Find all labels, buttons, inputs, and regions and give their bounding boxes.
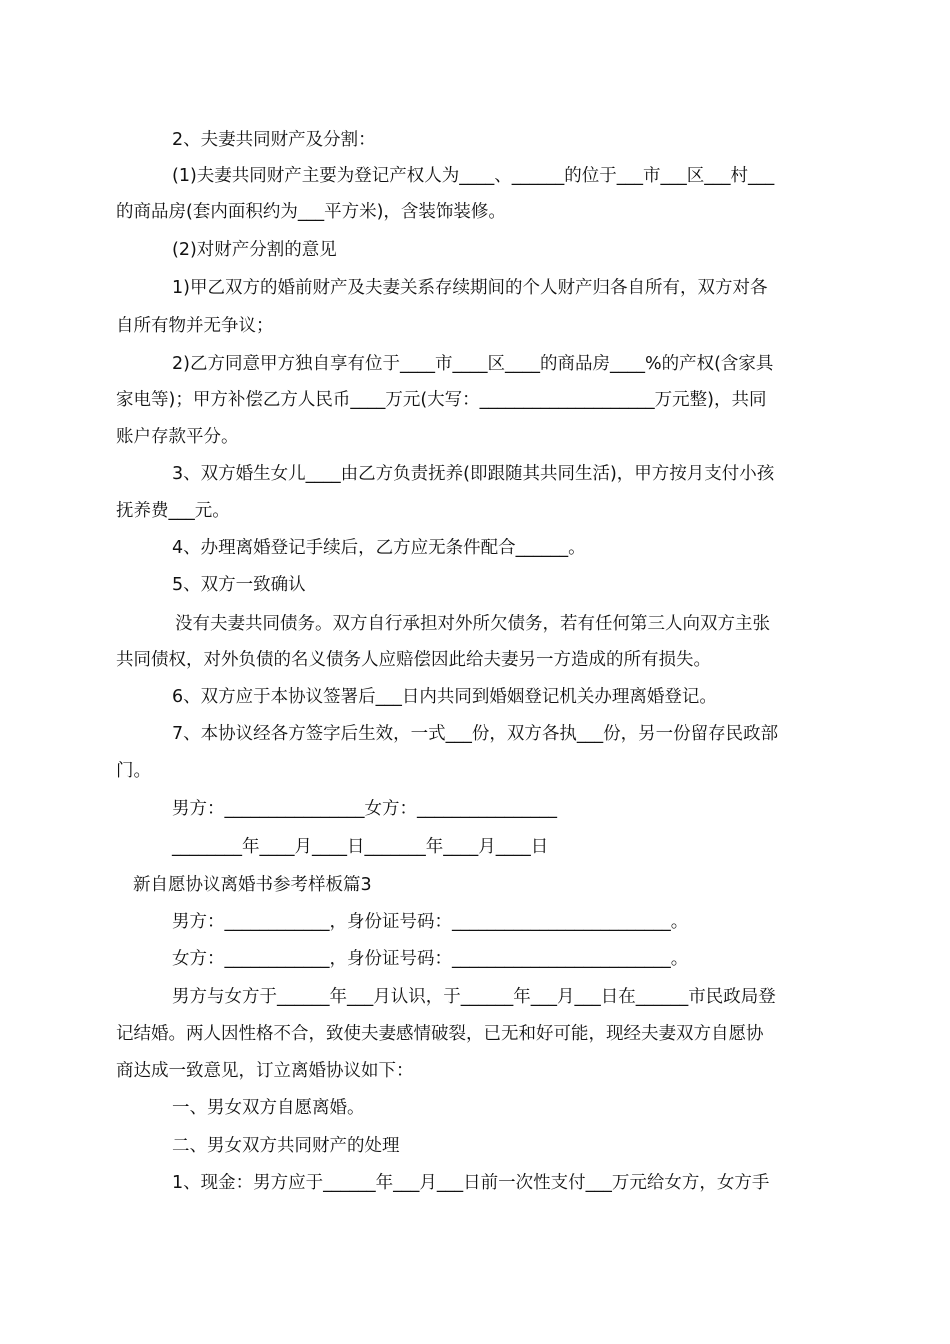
text-line: 1、现金：男方应于______年___月___日前一次性支付___万元给女方，女方手 [172,1173,770,1193]
text-line: 6、双方应于本协议签署后___日内共同到婚姻登记机关办理离婚登记。 [172,687,717,707]
text-line: 3、双方婚生女儿____由乙方负责抚养(即跟随其共同生活)，甲方按月支付小孩 [172,464,775,484]
text-line: 1)甲乙双方的婚前财产及夫妻关系存续期间的个人财产归各自所有，双方对各 [172,278,768,298]
text-line: 5、双方一致确认 [172,575,306,595]
text-line: 家电等)；甲方补偿乙方人民币____万元(大写：____________________万元整)，共同 [116,390,767,410]
text-line: 男方与女方于______年___月认识，于______年___月___日在______市民政局登 [172,987,776,1007]
text-line: 商达成一致意见，订立离婚协议如下： [116,1061,414,1081]
text-line: 2)乙方同意甲方独自享有位于____市____区____的商品房____%的产权(含家具 [172,354,774,374]
text-line: 自所有物并无争议； [116,316,274,336]
text-line: 4、办理离婚登记手续后，乙方应无条件配合______。 [172,538,586,558]
date-line: ________年____月____日_______年____月____日 [172,837,549,857]
text-line: 共同债权，对外负债的名义债务人应赔偿因此给夫妻另一方造成的所有损失。 [116,650,711,670]
text-line: 的商品房(套内面积约为___平方米)，含装饰装修。 [116,202,506,222]
section-title: 新自愿协议离婚书参考样板篇3 [133,875,372,895]
text-line: (1)夫妻共同财产主要为登记产权人为____、______的位于___市___区___村___ [172,166,775,186]
text-line: 门。 [116,761,151,781]
text-line: 7、本协议经各方签字后生效，一式___份，双方各执___份，另一份留存民政部 [172,724,779,744]
text-line: 账户存款平分。 [116,427,239,447]
text-line: 一、男女双方自愿离婚。 [172,1098,365,1118]
text-line: 记结婚。两人因性格不合，致使夫妻感情破裂，已无和好可能，现经夫妻双方自愿协 [116,1024,764,1044]
text-line: 二、男女双方共同财产的处理 [172,1136,400,1156]
text-line: 2、夫妻共同财产及分割： [172,130,376,150]
signature-line: 男方：________________女方：________________ [172,799,557,819]
text-line: 抚养费___元。 [116,501,230,521]
text-line: (2)对财产分割的意见 [172,240,337,260]
text-line: 没有夫妻共同债务。双方自行承担对外所欠债务，若有任何第三人向双方主张 [175,614,770,634]
text-line: 男方：____________，身份证号码：_________________________。 [172,912,689,932]
text-line: 女方：____________，身份证号码：_________________________。 [172,949,689,969]
